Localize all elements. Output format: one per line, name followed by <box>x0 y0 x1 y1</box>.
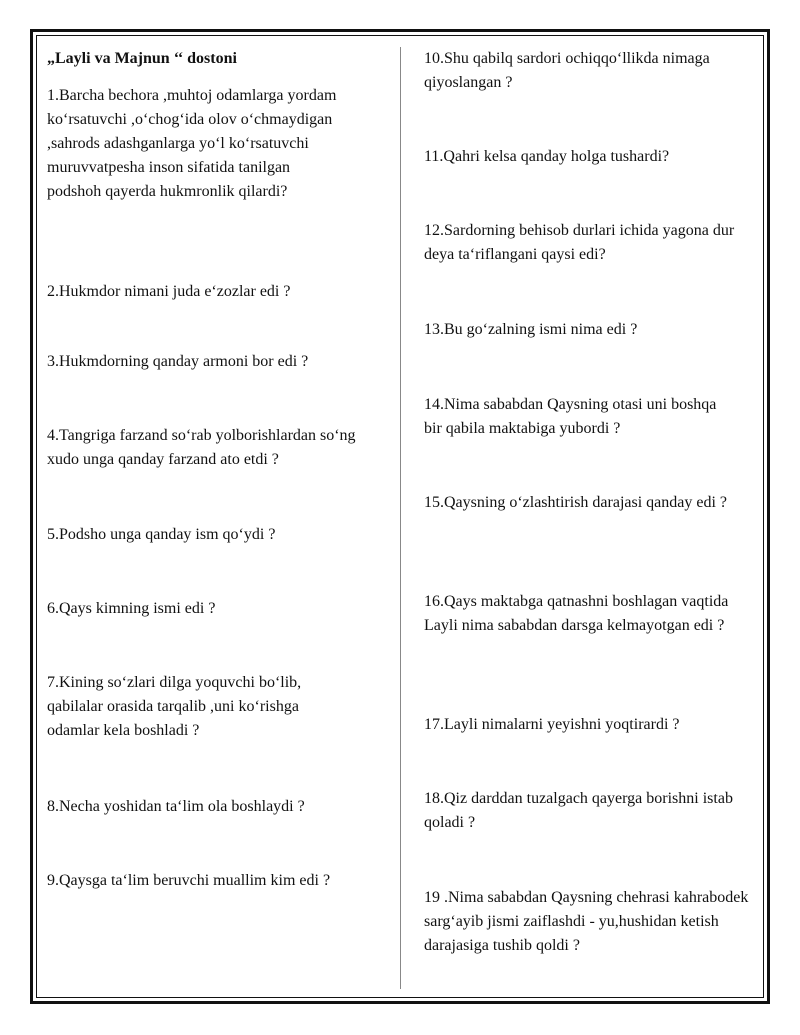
column-divider <box>400 47 401 989</box>
question-12: 12.Sardorning behisob durlari ichida yagona dur deya ta‘riflangani qaysi edi? <box>424 222 735 263</box>
question-1: 1.Barcha bechora ,muhtoj odamlarga yordam ko‘rsatuvchi ,o‘chog‘ida olov o‘chmaydigan ,sahrods adashganlarga yo‘l ko‘rsatuvchi muruvvatpesha inson sifatida tanilgan podshoh qayerda hukmronlik qilardi? <box>47 87 337 200</box>
question-14: 14.Nima sababdan Qaysning otasi uni boshqa bir qabila maktabiga yubordi ? <box>424 396 717 437</box>
question-5: 5.Podsho unga qanday ism qo‘ydi ? <box>47 526 276 543</box>
question-17: 17.Layli nimalarni yeyishni yoqtirardi ? <box>424 716 680 733</box>
question-11: 11.Qahri kelsa qanday holga tushardi? <box>424 148 670 165</box>
question-8: 8.Necha yoshidan ta‘lim ola boshlaydi ? <box>47 798 305 815</box>
question-7: 7.Kining so‘zlari dilga yoquvchi bo‘lib, qabilalar orasida tarqalib ,uni ko‘rishga odamlar kela boshladi ? <box>47 674 302 739</box>
question-9: 9.Qaysga ta‘lim beruvchi muallim kim edi ? <box>47 872 331 889</box>
document-title: „Layli va Majnun ‘‘ dostoni <box>47 50 237 67</box>
question-2: 2.Hukmdor nimani juda e‘zozlar edi ? <box>47 283 291 300</box>
question-13: 13.Bu go‘zalning ismi nima edi ? <box>424 321 638 338</box>
question-3: 3.Hukmdorning qanday armoni bor edi ? <box>47 353 309 370</box>
question-15: 15.Qaysning o‘zlashtirish darajasi qanday edi ? <box>424 494 728 511</box>
question-10: 10.Shu qabilq sardori ochiqqo‘llikda nimaga qiyoslangan ? <box>424 50 710 91</box>
question-18: 18.Qiz darddan tuzalgach qayerga borishni istab qoladi ? <box>424 790 733 831</box>
question-16: 16.Qays maktabga qatnashni boshlagan vaqtida Layli nima sababdan darsga kelmayotgan edi ? <box>424 593 729 634</box>
question-4: 4.Tangriga farzand so‘rab yolborishlardan so‘ng xudo unga qanday farzand ato etdi ? <box>47 427 356 468</box>
question-6: 6.Qays kimning ismi edi ? <box>47 600 216 617</box>
question-19: 19 .Nima sababdan Qaysning chehrasi kahrabodek sarg‘ayib jismi zaiflashdi - yu,hushidan ketish darajasiga tushib qoldi ? <box>424 889 749 954</box>
